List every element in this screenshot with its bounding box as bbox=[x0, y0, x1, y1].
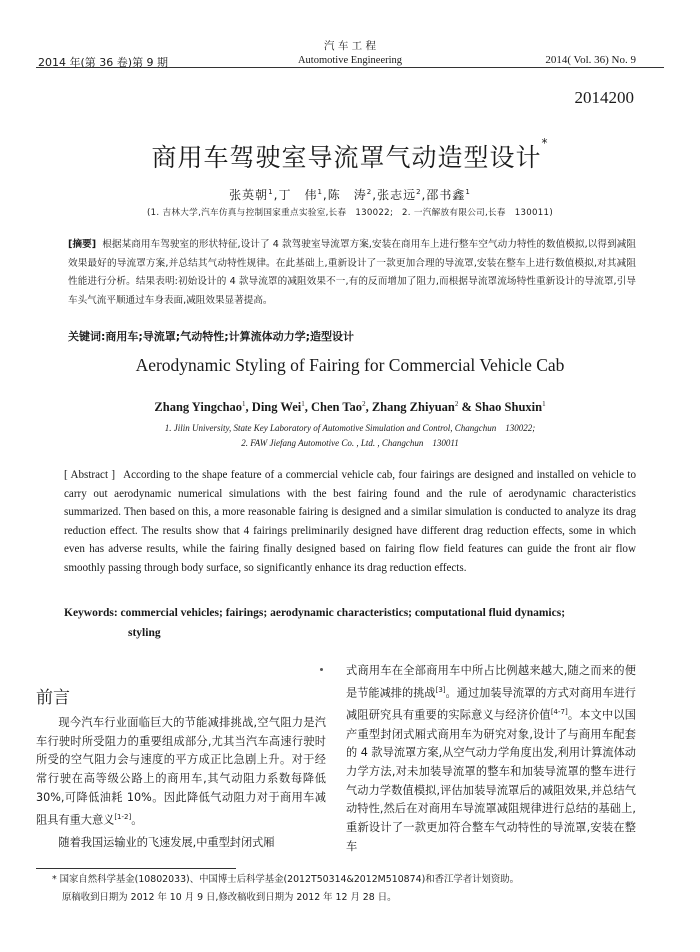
body-paragraph bbox=[346, 662, 636, 857]
author-en-sup: 2 bbox=[454, 400, 459, 408]
footnote-rule bbox=[36, 868, 236, 869]
title-cn-mark: * bbox=[541, 136, 549, 150]
body-left-p1-end: 。 bbox=[131, 813, 143, 827]
keywords-en-cont: styling bbox=[128, 627, 161, 639]
footnote-dates: 原稿收到日期为 2012 年 10 月 9 日,修改稿收到日期为 2012 年 12 月 28 日。 bbox=[62, 892, 397, 903]
body-paragraph bbox=[36, 714, 326, 830]
body-right-column bbox=[346, 662, 636, 857]
journal-name-en: Automotive Engineering bbox=[297, 55, 403, 66]
column-marker bbox=[320, 668, 323, 671]
author-en: Ding Wei bbox=[251, 400, 302, 415]
keywords-cn bbox=[68, 328, 354, 344]
author-en-sup: 1 bbox=[301, 400, 305, 408]
keywords-cn-text: 商用车;导流罩;气动特性;计算流体动力学;造型设计 bbox=[105, 330, 355, 343]
citation: [3] bbox=[435, 685, 446, 694]
author-en-sup: 2 bbox=[362, 400, 366, 408]
author-cn-sup: 2 bbox=[416, 188, 422, 196]
journal-name-cn: 汽 车 工 程 bbox=[323, 40, 376, 52]
keywords-en-label: Keywords: bbox=[64, 607, 118, 619]
citation: [1-2] bbox=[114, 812, 132, 821]
author-en-sup: 1 bbox=[542, 400, 546, 408]
body-left-p1: 现今汽车行业面临巨大的节能减排挑战,空气阻力是汽车行驶时所受阻力的重要组成部分,尤其当汽车高速行驶时所受的空气阻力会与速度的平方成正比急剧上升。对于经常行驶在高等级公路上的商用车,其气动阻力系数每降低 30%,可降低油耗 10%。因此降低气动阻力对于商用车减阻具有重大意义 bbox=[36, 716, 326, 827]
citation: [4-7] bbox=[550, 708, 568, 717]
keywords-en bbox=[64, 603, 636, 643]
title-cn bbox=[0, 138, 700, 174]
author-cn: 张英朝 bbox=[229, 188, 269, 202]
keywords-en-text: commercial vehicles; fairings; aerodynamic characteristics; computational fluid dynamics; bbox=[120, 607, 566, 619]
author-cn: 陈 涛 bbox=[327, 188, 367, 202]
footnote-funding: * 国家自然科学基金(10802033)、中国博士后科学基金(2012T50314&2012M510874)和香江学者计划资助。 bbox=[52, 874, 519, 885]
body-left-p2: 随着我国运输业的飞速发展,中重型封闭式厢 bbox=[58, 835, 275, 849]
section-heading: 前言 bbox=[36, 688, 70, 708]
affiliation-en-1: 1. Jilin University, State Key Laboratory of Automotive Simulation and Control, Changchun 130022; bbox=[164, 423, 536, 433]
author-cn-sup: 1 bbox=[465, 188, 471, 196]
body-paragraph bbox=[36, 834, 326, 853]
abstract-cn-text: 根据某商用车驾驶室的形状特征,设计了 4 款驾驶室导流罩方案,安装在商用车上进行整车空气动力特性的数值模拟,以得到减阻效果最好的导流罩方案,并总结其气动特性规律。在此基础上,重新设计了一款更加合理的导流罩,安装在整车上进行数值模拟,对其减阻性能进行分析。结果表明:初始设计的 4 款导流罩的减阻效果不一,有的反而增加了阻力,而根据导流罩流场特性重新设计的导流罩,引导车头气流平顺通过车身表面,减阻效果显著提高。 bbox=[68, 239, 636, 306]
title-cn-text: 商用车驾驶室导流罩气动造型设计 bbox=[151, 143, 542, 172]
authors-en: Zhang Yingchao$^1$, Ding Wei$^1$, Chen Tao$^2$, Zhang Zhiyuan$^2$ & Shao Shuxin$^1$ bbox=[154, 400, 546, 415]
body-right-text-1: 式商用车在全部商用车中所占比例越来越大,随之而来的便是节能减排的挑战 bbox=[346, 664, 636, 700]
body-right-text-3: 。本文中以国产重型封闭式厢式商用车为研究对象,设计了与商用车配套的 4 款导流罩方案,从空气动力学角度出发,利用计算流体动力学方法,对未加装导流罩的整车和加装导流罩的整车进行气动力学数值模拟,评估加装导流罩后的减阻效果,并总结气动特性,然后在对商用车导流罩减阻规律进行总结的基础上,重新设计了一款更加符合整车气动特性的导流罩,安装在整车 bbox=[346, 708, 636, 853]
author-en: Chen Tao bbox=[310, 400, 363, 415]
author-en-sup: 1 bbox=[242, 400, 246, 408]
author-en: Zhang Yingchao bbox=[154, 400, 243, 415]
abstract-cn-label: [摘要] bbox=[68, 239, 97, 250]
author-cn: 邵书鑫 bbox=[426, 188, 466, 202]
affiliations-cn: (1. 吉林大学,汽车仿真与控制国家重点实验室,长春 130022; 2. 一汽解放有限公司,长春 130011) bbox=[147, 208, 553, 218]
affiliation-en-2: 2. FAW Jiefang Automotive Co. , Ltd. , Changchun 130011 bbox=[241, 438, 459, 448]
title-en: Aerodynamic Styling of Fairing for Commercial Vehicle Cab bbox=[135, 355, 565, 375]
author-cn: 张志远 bbox=[377, 188, 417, 202]
issue-left: 2014 年(第 36 卷)第 9 期 bbox=[38, 56, 169, 69]
body-right-text-2: 。通过加装导流罩的方式对商用车进行减阻研究具有重要的实际意义与经济价值 bbox=[346, 686, 636, 722]
author-cn-sup: 1 bbox=[317, 188, 323, 196]
body-left-column bbox=[36, 714, 326, 853]
abstract-en bbox=[64, 466, 636, 578]
abstract-cn bbox=[68, 236, 636, 310]
abstract-en-text: According to the shape feature of a commercial vehicle cab, four fairings are designed and installed on vehicle to carry out aerodynamic numerical simulations with the best fairing found and the rule of aerodynamic characteristics summarized. Then based on this, a more reasonable fairing is designed and a similar simulation is conducted to analyze its drag reduction effect. The results show that 4 fairings preliminarily designed have different drag reduction effects, some in which even has adverse results, while the fairing finally designed based on fairing flow field features can guide the front air flow smoothly passing through body surface, so significantly enhance its drag reduction effects. bbox=[64, 469, 637, 574]
authors-cn: 张英朝$^1$,丁 伟$^1$,陈 涛$^2$,张志远$^2$,邵书鑫$^1$ bbox=[229, 188, 471, 202]
keywords-cn-label: 关键词: bbox=[68, 330, 106, 343]
abstract-en-label: [ Abstract ] bbox=[64, 469, 116, 481]
document-number: 2014200 bbox=[574, 88, 634, 107]
author-en: Zhang Zhiyuan bbox=[371, 400, 455, 415]
header-rule bbox=[36, 67, 664, 68]
author-cn: 丁 伟 bbox=[278, 188, 318, 202]
author-cn-sup: 1 bbox=[268, 188, 274, 196]
author-en: Shao Shuxin bbox=[475, 400, 543, 415]
issue-right: 2014( Vol. 36) No. 9 bbox=[545, 54, 636, 66]
author-cn-sup: 2 bbox=[366, 188, 373, 196]
